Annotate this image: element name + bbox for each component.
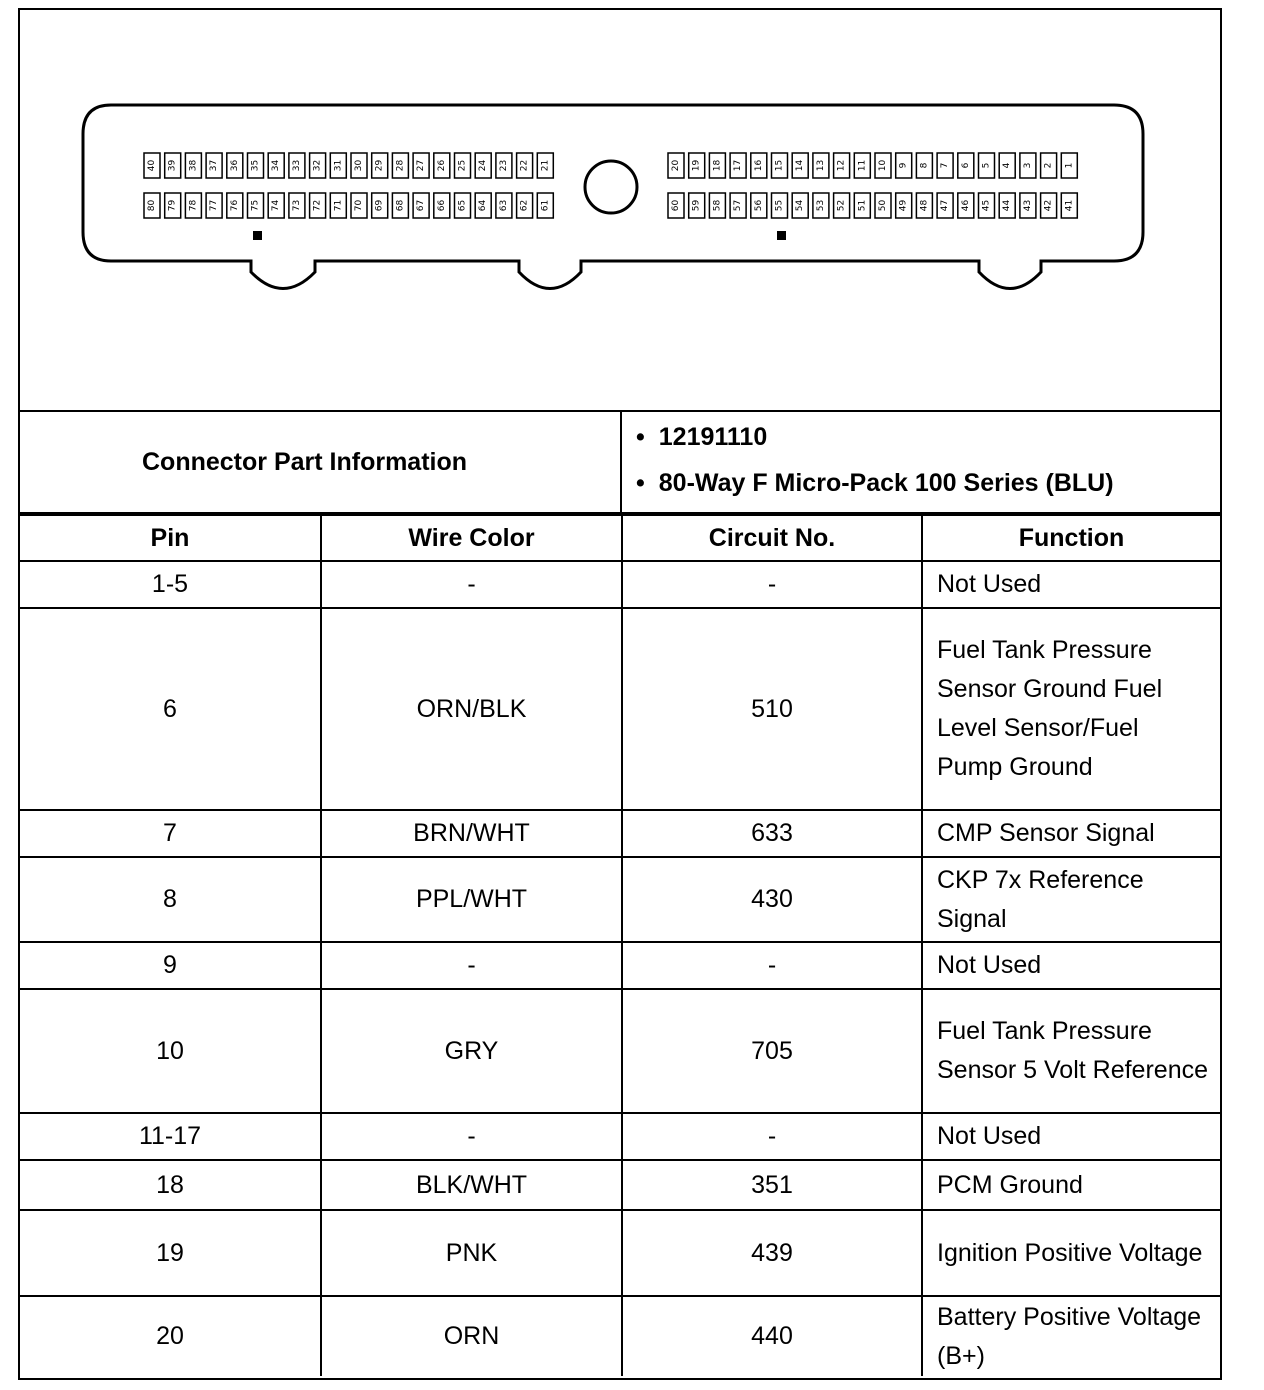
pin-cavity-45 (979, 193, 995, 218)
pin-cavity-42 (1041, 193, 1057, 218)
pinout-table (20, 514, 1220, 1376)
pin-number-label: 55 (774, 199, 785, 212)
pin-cavity-30 (351, 153, 367, 178)
pin-number-label: 53 (815, 199, 826, 212)
pin-cavity-4 (999, 153, 1015, 178)
wire-color-cell: - (321, 1113, 622, 1160)
pin-number-label: 62 (519, 199, 530, 212)
pin-number-label: 23 (498, 159, 509, 172)
pin-number-label: 34 (271, 159, 282, 172)
pin-cavity-25 (455, 153, 471, 178)
pin-cavity-32 (310, 153, 326, 178)
pin-cavity-28 (392, 153, 408, 178)
pin-cavity-43 (1020, 193, 1036, 218)
pin-cavity-62 (517, 193, 533, 218)
part-info-values (622, 412, 1220, 512)
pin-number-label: 30 (354, 159, 364, 172)
connector-part-information (20, 410, 1220, 514)
pin-number-label: 18 (712, 159, 723, 172)
pin-number-label: 32 (312, 159, 323, 172)
pin-cavity-79 (165, 193, 181, 218)
pin-cavity-13 (813, 153, 829, 178)
pin-cavity-74 (268, 193, 284, 218)
circuit-cell: 440 (622, 1296, 922, 1376)
pin-cavity-69 (372, 193, 388, 218)
pin-cavity-76 (227, 193, 243, 218)
pin-number-label: 52 (836, 199, 847, 212)
pin-number-label: 7 (940, 162, 951, 169)
pin-cavity-31 (330, 153, 346, 178)
pin-cavity-35 (248, 153, 264, 178)
pin-number-label: 16 (753, 159, 764, 172)
pin-cavity-64 (475, 193, 491, 218)
pin-cavity-78 (185, 193, 201, 218)
pin-cavity-33 (289, 153, 305, 178)
pin-number-label: 75 (250, 199, 261, 212)
function-cell: Not Used (922, 942, 1220, 989)
pin-number-label: 54 (795, 199, 806, 212)
pin-number-label: 73 (291, 199, 302, 212)
pin-cavity-58 (709, 193, 725, 218)
pin-number-label: 76 (229, 199, 240, 212)
pin-number-label: 40 (147, 159, 157, 172)
pin-number-label: 10 (878, 159, 888, 172)
pin-cavity-7 (937, 153, 953, 178)
pin-cavity-70 (351, 193, 367, 218)
table-row (20, 1210, 1220, 1296)
pin-cavity-56 (751, 193, 767, 218)
pin-cavity-72 (310, 193, 326, 218)
pin-number-label: 79 (167, 199, 178, 212)
pin-number-label: 68 (395, 199, 406, 212)
function-cell: PCM Ground (922, 1160, 1220, 1210)
pin-cavity-65 (455, 193, 471, 218)
circuit-cell: - (622, 942, 922, 989)
pin-number-label: 4 (1002, 162, 1013, 169)
connector-diagram (20, 10, 1220, 410)
pin-cell: 9 (20, 942, 321, 989)
pin-number-label: 38 (188, 159, 199, 172)
pin-cavity-8 (916, 153, 932, 178)
part-info-label: Connector Part Information (20, 412, 622, 512)
pin-cavity-47 (937, 193, 953, 218)
pin-number-label: 29 (374, 159, 385, 172)
pin-number-label: 11 (857, 159, 868, 172)
pin-cavity-46 (958, 193, 974, 218)
table-row (20, 1113, 1220, 1160)
pin-number-label: 46 (960, 199, 971, 212)
pin-cell: 8 (20, 857, 321, 942)
pin-cavity-75 (248, 193, 264, 218)
pin-number-label: 31 (333, 159, 344, 172)
wire-color-cell: ORN (321, 1296, 622, 1376)
pin-number-label: 66 (436, 199, 447, 212)
pin-cell: 20 (20, 1296, 321, 1376)
pin-number-label: 50 (878, 199, 888, 212)
pin-cavity-80 (144, 193, 160, 218)
circuit-cell: 510 (622, 608, 922, 810)
pin-number-label: 2 (1043, 162, 1054, 169)
pin-cell: 10 (20, 989, 321, 1113)
pin-number-label: 57 (733, 199, 744, 212)
pin-number-label: 61 (540, 199, 551, 212)
pin-cavity-21 (537, 153, 553, 178)
table-row (20, 561, 1220, 608)
pin-number-label: 19 (691, 159, 702, 172)
pin-number-label: 41 (1064, 199, 1075, 212)
pin-number-label: 28 (395, 159, 406, 172)
pin-cavity-11 (854, 153, 870, 178)
pin-number-label: 3 (1022, 162, 1033, 169)
header-wire-color: Wire Color (321, 515, 622, 561)
pin-cavity-60 (668, 193, 684, 218)
pin-number-label: 77 (209, 199, 220, 212)
pin-cavity-71 (330, 193, 346, 218)
pin-cavity-17 (730, 153, 746, 178)
wire-color-cell: PNK (321, 1210, 622, 1296)
function-cell: Not Used (922, 1113, 1220, 1160)
pin-number-label: 78 (188, 199, 199, 212)
pin-number-label: 72 (312, 199, 323, 212)
part-number: • 12191110 (636, 420, 1220, 466)
pin-cell: 1-5 (20, 561, 321, 608)
pin-number-label: 69 (374, 199, 385, 212)
pin-cavity-34 (268, 153, 284, 178)
pin-cavity-10 (875, 153, 891, 178)
wire-color-cell: - (321, 942, 622, 989)
circuit-cell: - (622, 561, 922, 608)
header-circuit-no: Circuit No. (622, 515, 922, 561)
pin-cavity-48 (916, 193, 932, 218)
pin-number-label: 60 (671, 199, 681, 212)
pin-number-label: 37 (209, 159, 220, 172)
pin-number-label: 74 (271, 199, 282, 212)
table-row (20, 608, 1220, 810)
pin-cavity-12 (834, 153, 850, 178)
pin-number-label: 48 (919, 199, 930, 212)
pin-number-label: 56 (753, 199, 764, 212)
pin-cavity-16 (751, 153, 767, 178)
pin-cavity-54 (792, 193, 808, 218)
pin-cavity-14 (792, 153, 808, 178)
connector-pins (144, 153, 1077, 218)
pin-cavity-44 (999, 193, 1015, 218)
pin-number-label: 22 (519, 159, 530, 172)
pin-cavity-20 (668, 153, 684, 178)
pin-cavity-73 (289, 193, 305, 218)
connector-outline (83, 105, 1143, 289)
connector-end-view-sheet (18, 8, 1222, 1380)
pin-cavity-50 (875, 193, 891, 218)
connector-description: • 80-Way F Micro-Pack 100 Series (BLU) (636, 466, 1220, 512)
pin-cavity-68 (392, 193, 408, 218)
pin-number-label: 9 (898, 162, 909, 169)
pin-number-label: 63 (498, 199, 509, 212)
pin-cavity-26 (434, 153, 450, 178)
table-row (20, 1160, 1220, 1210)
circuit-cell: 705 (622, 989, 922, 1113)
pin-cavity-51 (854, 193, 870, 218)
header-function: Function (922, 515, 1220, 561)
table-row (20, 989, 1220, 1113)
function-cell: Ignition Positive Voltage (922, 1210, 1220, 1296)
pin-number-label: 8 (919, 162, 930, 169)
pin-cavity-40 (144, 153, 160, 178)
pin-number-label: 35 (250, 159, 261, 172)
pin-number-label: 49 (898, 199, 909, 212)
circuit-cell: - (622, 1113, 922, 1160)
pin-cavity-37 (206, 153, 222, 178)
pin-cavity-5 (979, 153, 995, 178)
circuit-cell: 439 (622, 1210, 922, 1296)
pin-cavity-66 (434, 193, 450, 218)
function-cell: Battery Positive Voltage (B+) (922, 1296, 1220, 1376)
pin-number-label: 14 (795, 159, 806, 172)
pin-cavity-6 (958, 153, 974, 178)
pin-number-label: 24 (478, 159, 489, 172)
circuit-cell: 430 (622, 857, 922, 942)
function-cell: Fuel Tank Pressure Sensor Ground Fuel Level Sensor/Fuel Pump Ground (922, 608, 1220, 810)
pin-60-key-marker (777, 231, 786, 240)
pin-number-label: 58 (712, 199, 723, 212)
pin-cavity-15 (772, 153, 788, 178)
pin-cavity-77 (206, 193, 222, 218)
pin-cavity-53 (813, 193, 829, 218)
pin-cavity-61 (537, 193, 553, 218)
pin-number-label: 26 (436, 159, 447, 172)
pin-number-label: 65 (457, 199, 468, 212)
pin-cavity-67 (413, 193, 429, 218)
pin-number-label: 21 (540, 159, 551, 172)
pin-cell: 7 (20, 810, 321, 857)
pin-number-label: 47 (940, 199, 951, 212)
pin-number-label: 33 (291, 159, 302, 172)
pin-number-label: 45 (981, 199, 992, 212)
pin-cell: 19 (20, 1210, 321, 1296)
pin-cavity-38 (185, 153, 201, 178)
function-cell: Not Used (922, 561, 1220, 608)
pin-cavity-39 (165, 153, 181, 178)
wire-color-cell: - (321, 561, 622, 608)
pin-cell: 11-17 (20, 1113, 321, 1160)
pin-cell: 6 (20, 608, 321, 810)
pin-number-label: 1 (1064, 162, 1075, 169)
table-row (20, 857, 1220, 942)
pin-number-label: 80 (147, 199, 157, 212)
pin-number-label: 12 (836, 159, 847, 172)
pin-cavity-2 (1041, 153, 1057, 178)
pin-cell: 18 (20, 1160, 321, 1210)
circuit-cell: 351 (622, 1160, 922, 1210)
pin-number-label: 36 (229, 159, 240, 172)
wire-color-cell: PPL/WHT (321, 857, 622, 942)
pin-number-label: 6 (960, 162, 971, 169)
pin-number-label: 20 (671, 159, 681, 172)
pin-cavity-29 (372, 153, 388, 178)
function-cell: Fuel Tank Pressure Sensor 5 Volt Reference (922, 989, 1220, 1113)
wire-color-cell: GRY (321, 989, 622, 1113)
pin-cavity-19 (689, 153, 705, 178)
circuit-cell: 633 (622, 810, 922, 857)
pin-cavity-24 (475, 153, 491, 178)
pin-number-label: 25 (457, 159, 468, 172)
pin-cavity-57 (730, 193, 746, 218)
table-row (20, 1296, 1220, 1376)
wire-color-cell: BLK/WHT (321, 1160, 622, 1210)
pin-number-label: 13 (815, 159, 826, 172)
pin-cavity-22 (517, 153, 533, 178)
pin-cavity-27 (413, 153, 429, 178)
table-row (20, 942, 1220, 989)
pin-number-label: 15 (774, 159, 785, 172)
pin-cavity-18 (709, 153, 725, 178)
pin-cavity-23 (496, 153, 512, 178)
pin-number-label: 5 (981, 162, 992, 169)
pin-number-label: 39 (167, 159, 178, 172)
pin-number-label: 42 (1043, 199, 1054, 212)
pin-number-label: 27 (416, 159, 427, 172)
pin-number-label: 51 (857, 199, 868, 212)
wire-color-cell: BRN/WHT (321, 810, 622, 857)
pin-cavity-1 (1061, 153, 1077, 178)
pin-cavity-9 (896, 153, 912, 178)
header-row (20, 515, 1220, 561)
pin-cavity-41 (1061, 193, 1077, 218)
pin-cavity-55 (772, 193, 788, 218)
pin-cavity-59 (689, 193, 705, 218)
pin-number-label: 44 (1002, 199, 1013, 212)
pin-cavity-49 (896, 193, 912, 218)
pin-number-label: 43 (1022, 199, 1033, 212)
pin-number-label: 67 (416, 199, 427, 212)
pin-cavity-52 (834, 193, 850, 218)
center-alignment-hole (585, 161, 637, 213)
table-row (20, 810, 1220, 857)
pin-number-label: 64 (478, 199, 489, 212)
pin-cavity-63 (496, 193, 512, 218)
function-cell: CMP Sensor Signal (922, 810, 1220, 857)
pin-number-label: 70 (354, 199, 364, 212)
pin-number-label: 59 (691, 199, 702, 212)
pin-cavity-3 (1020, 153, 1036, 178)
pin-number-label: 17 (733, 159, 744, 172)
wire-color-cell: ORN/BLK (321, 608, 622, 810)
pin-40-key-marker (253, 231, 262, 240)
header-pin: Pin (20, 515, 321, 561)
pin-cavity-36 (227, 153, 243, 178)
function-cell: CKP 7x Reference Signal (922, 857, 1220, 942)
pin-number-label: 71 (333, 199, 344, 212)
